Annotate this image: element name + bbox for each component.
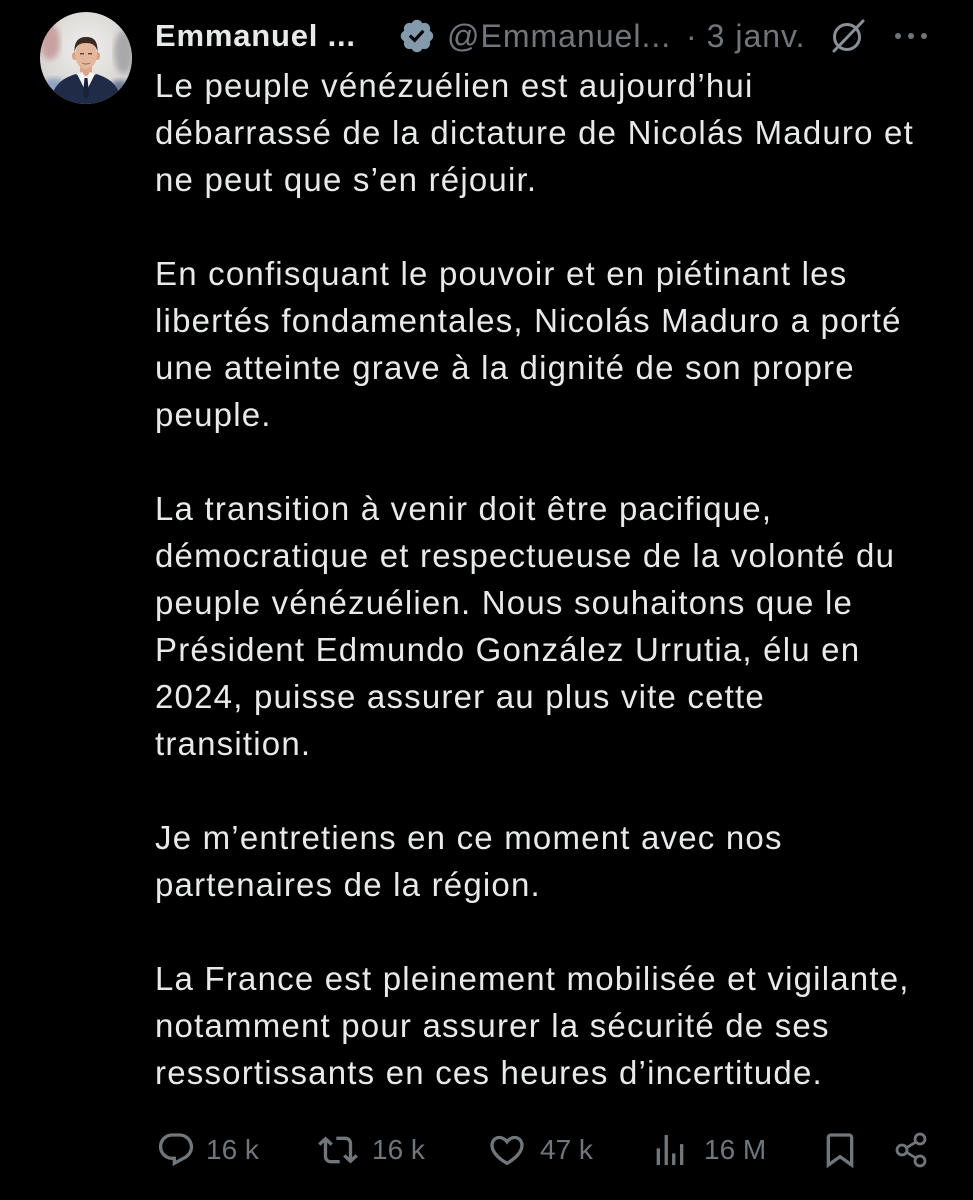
repost-count: 16 k [372,1134,425,1165]
tweet-paragraph [155,814,914,908]
tweet-text-line: Le peuple vénézuélien est aujourd’hui [155,67,754,104]
tweet-text-line: ressortissants en ces heures d’incertitude. [155,1054,823,1091]
tweet-text-line: Président Edmundo González Urrutia, élu en [155,631,861,668]
grok-icon[interactable] [828,16,868,56]
author-handle[interactable]: @Emmanuel... [447,18,672,54]
like-count: 47 k [540,1134,593,1165]
avatar-photo [40,12,132,104]
bookmark-icon [820,1130,860,1170]
bookmark-button[interactable] [820,1130,860,1170]
tweet-text-line: une atteinte grave à la dignité de son propre [155,349,855,386]
tweet-text-line: démocratique et respectueuse de la volonté du [155,537,896,574]
timestamp[interactable]: 3 janv. [706,18,806,54]
tweet-text-line: La France est pleinement mobilisée et vigilante, [155,960,910,997]
tweet-text-line: libertés fondamentales, Nicolás Maduro a porté [155,302,902,339]
tweet-text-line: ne peut que s’en réjouir. [155,161,538,198]
tweet-paragraph [155,485,914,767]
separator-dot: · [686,18,698,54]
tweet-text-line: partenaires de la région. [155,866,541,903]
avatar[interactable] [40,12,132,104]
tweet-text-line: débarrassé de la dictature de Nicolás Maduro et [155,114,914,151]
author-name[interactable]: Emmanuel ... [155,18,356,53]
tweet-text-line: notamment pour assurer la sécurité de ses [155,1007,830,1044]
tweet-text [155,62,914,1096]
views-count: 16 M [704,1134,767,1165]
repost-icon [318,1130,358,1170]
share-button[interactable] [891,1130,931,1170]
reply-button[interactable] [156,1130,259,1170]
timestamp-group [686,14,806,58]
tweet-text-line: 2024, puisse assurer au plus vite cette [155,678,765,715]
verified-badge-icon[interactable] [398,17,436,55]
share-icon [891,1130,931,1170]
tweet-paragraph [155,250,914,438]
tweet-text-line: Je m’entretiens en ce moment avec nos [155,819,783,856]
tweet-text-line: transition. [155,725,312,762]
tweet-text-line: peuple. [155,396,272,433]
tweet-text-line: La transition à venir doit être pacifique, [155,490,773,527]
reply-count: 16 k [206,1134,259,1165]
tweet-text-line: En confisquant le pouvoir et en piétinant les [155,255,848,292]
repost-button[interactable] [318,1130,425,1170]
reply-icon [156,1130,196,1170]
tweet-text-line: peuple vénézuélien. Nous souhaitons que le [155,584,854,621]
like-button[interactable] [487,1130,593,1170]
tweet-paragraph [155,955,914,1096]
views-button[interactable] [650,1130,766,1170]
more-icon[interactable] [891,16,931,56]
views-icon [650,1130,690,1170]
tweet-paragraph [155,62,914,203]
heart-icon [487,1130,527,1170]
